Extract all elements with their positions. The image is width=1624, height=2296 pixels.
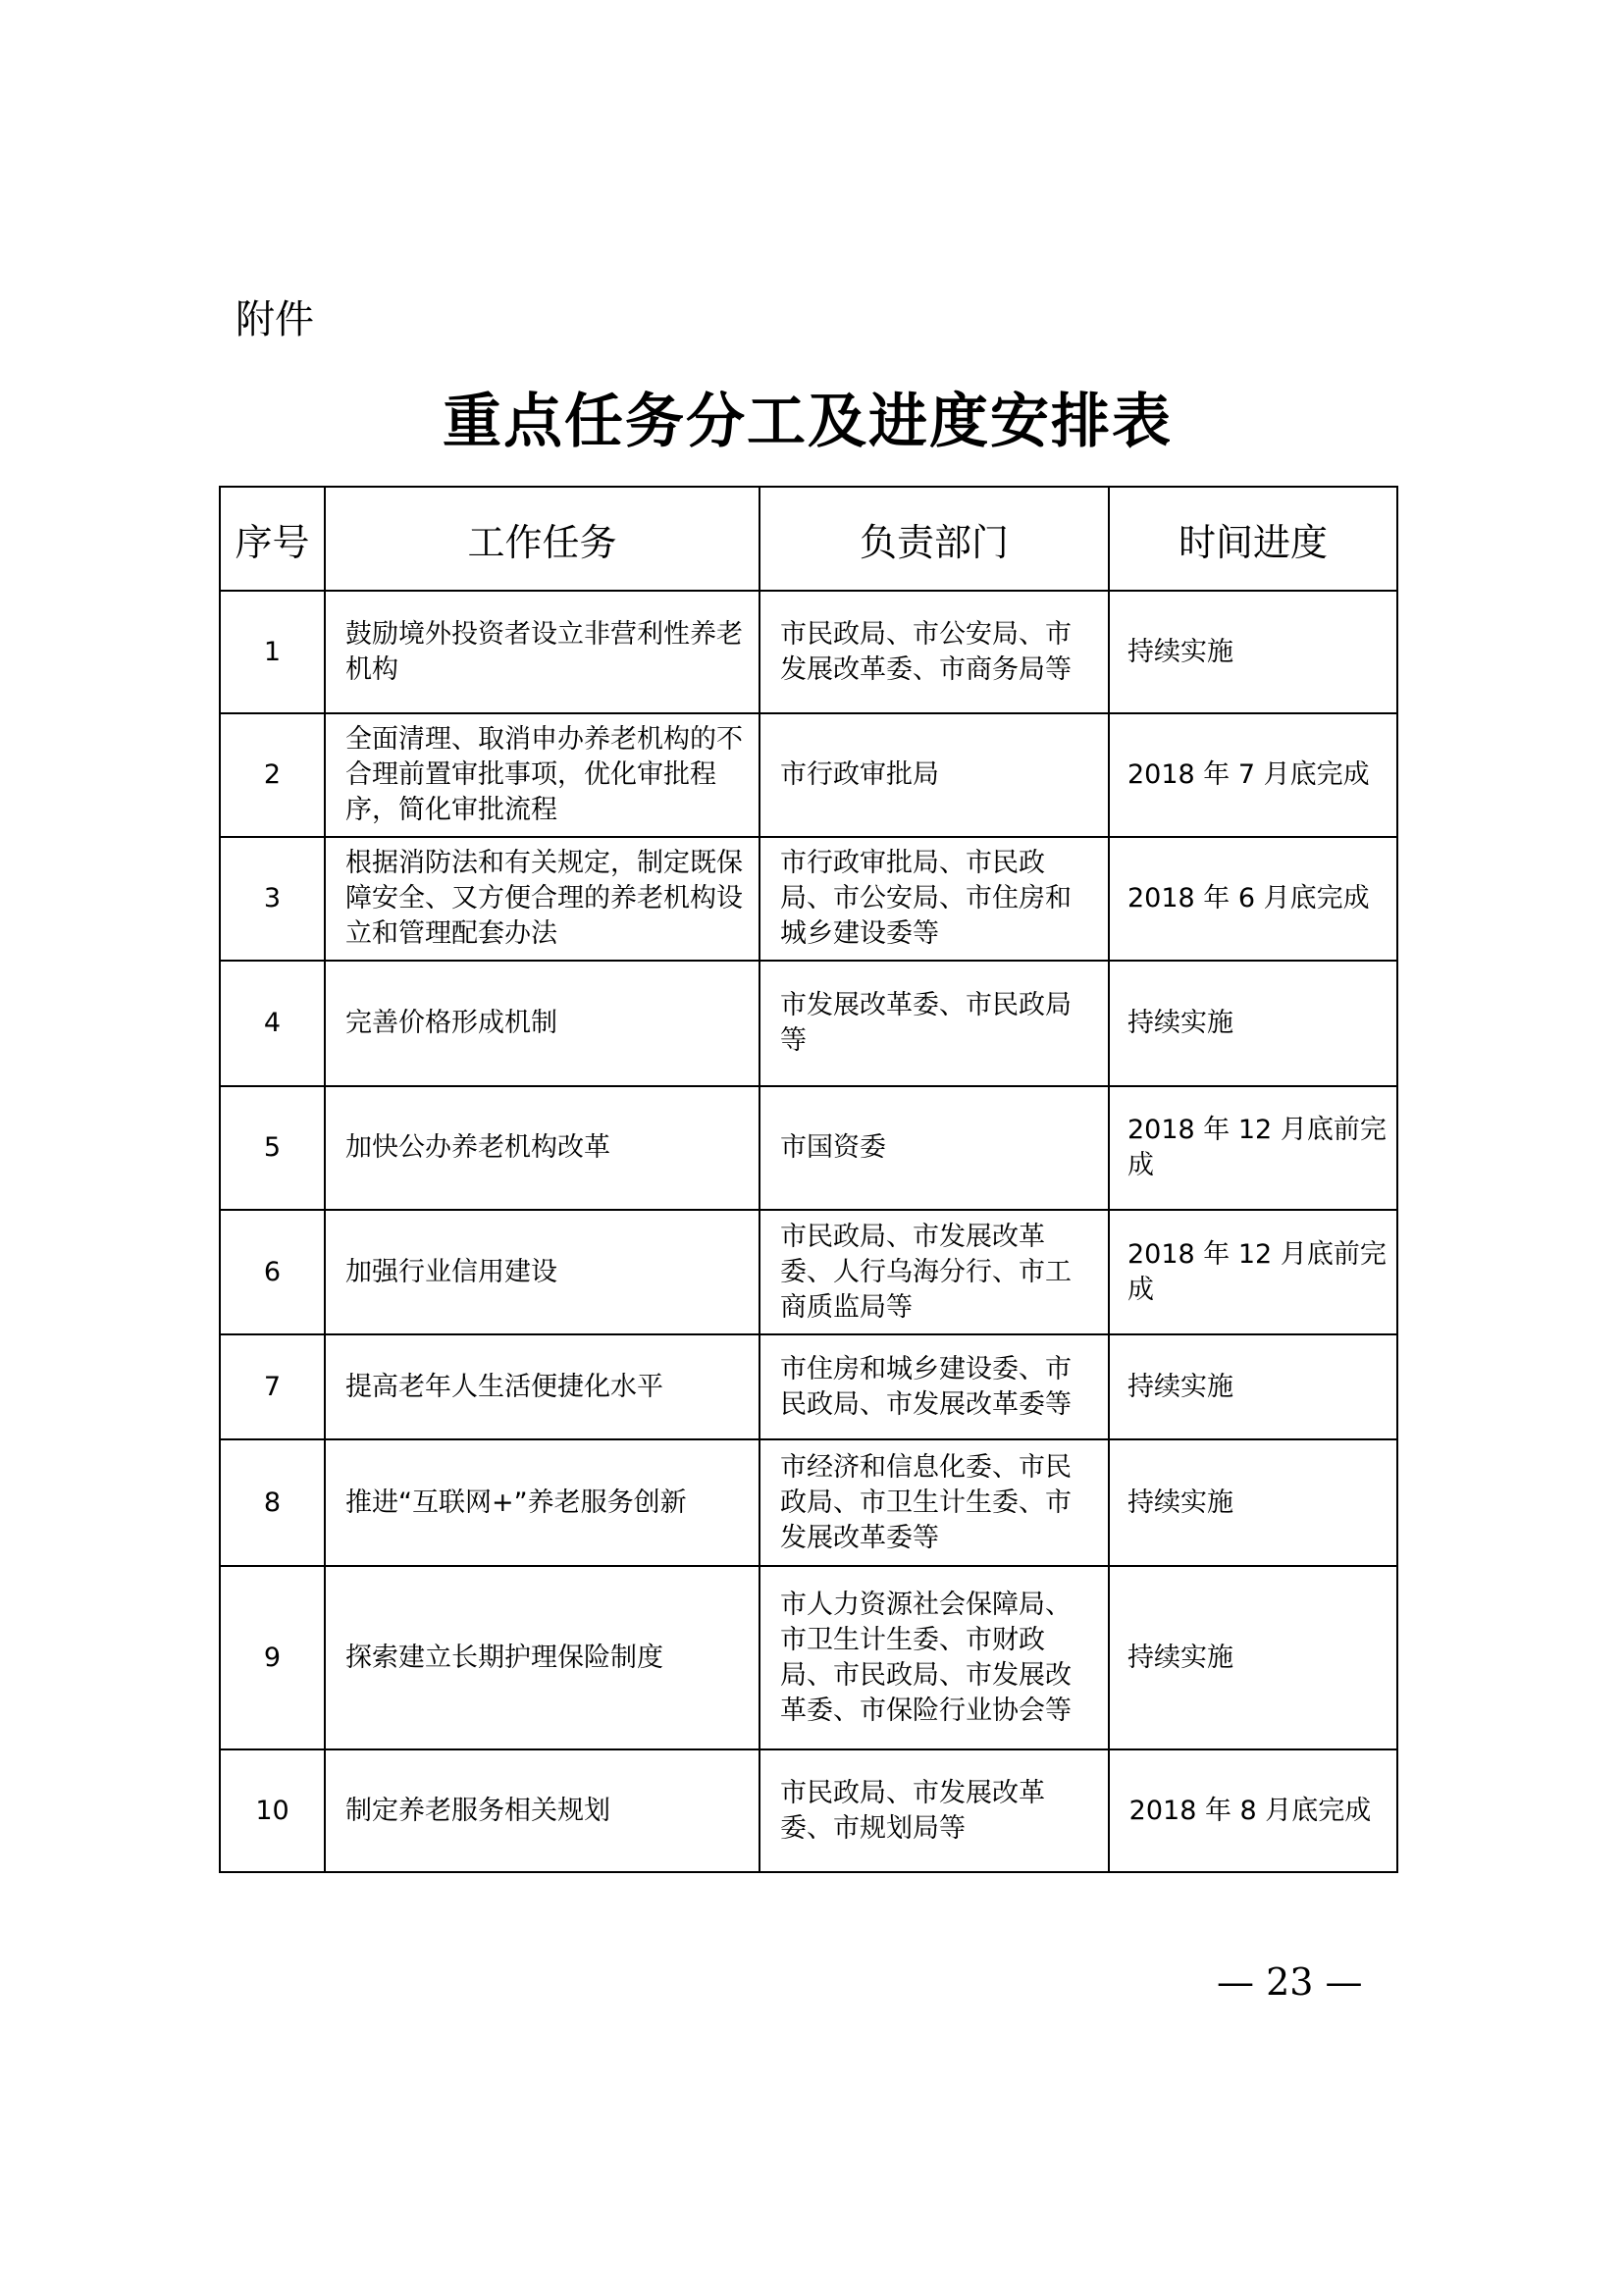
row-no: 5 [220, 1086, 325, 1210]
row-task: 全面清理、取消申办养老机构的不合理前置审批事项，优化审批程序，简化审批流程 [325, 713, 760, 837]
header-no: 序号 [220, 487, 325, 591]
row-no: 9 [220, 1566, 325, 1749]
row-task: 根据消防法和有关规定，制定既保障安全、又方便合理的养老机构设立和管理配套办法 [325, 837, 760, 961]
row-task: 制定养老服务相关规划 [325, 1749, 760, 1872]
page-number: — 23 — [1217, 1960, 1363, 2004]
row-time: 2018 年 6 月底完成 [1109, 837, 1397, 961]
row-no: 8 [220, 1439, 325, 1566]
table-row [220, 961, 1397, 1086]
row-no: 2 [220, 713, 325, 837]
attachment-label: 附件 [236, 297, 314, 342]
header-task: 工作任务 [325, 487, 760, 591]
row-no: 10 [220, 1749, 325, 1872]
row-time: 2018 年 7 月底完成 [1109, 713, 1397, 837]
document-title: 重点任务分工及进度安排表 [443, 388, 1173, 456]
row-time: 持续实施 [1109, 1439, 1397, 1566]
row-time: 持续实施 [1109, 591, 1397, 713]
header-dept: 负责部门 [760, 487, 1109, 591]
row-dept: 市民政局、市公安局、市发展改革委、市商务局等 [760, 591, 1109, 713]
row-time: 2018 年 8 月底完成 [1109, 1749, 1397, 1872]
row-time: 2018 年 12 月底前完成 [1109, 1210, 1397, 1334]
row-time: 持续实施 [1109, 1566, 1397, 1749]
row-dept: 市经济和信息化委、市民政局、市卫生计生委、市发展改革委等 [760, 1439, 1109, 1566]
row-dept: 市民政局、市发展改革委、人行乌海分行、市工商质监局等 [760, 1210, 1109, 1334]
table-row [220, 591, 1397, 713]
row-dept: 市发展改革委、市民政局等 [760, 961, 1109, 1086]
row-no: 4 [220, 961, 325, 1086]
row-task: 探索建立长期护理保险制度 [325, 1566, 760, 1749]
header-time: 时间进度 [1109, 487, 1397, 591]
row-dept: 市民政局、市发展改革委、市规划局等 [760, 1749, 1109, 1872]
table-row [220, 1566, 1397, 1749]
row-task: 完善价格形成机制 [325, 961, 760, 1086]
row-time: 持续实施 [1109, 961, 1397, 1086]
row-time: 持续实施 [1109, 1334, 1397, 1439]
row-dept: 市国资委 [760, 1086, 1109, 1210]
table-row [220, 1334, 1397, 1439]
row-task: 加强行业信用建设 [325, 1210, 760, 1334]
table-row [220, 1210, 1397, 1334]
task-table [219, 486, 1398, 1873]
row-no: 3 [220, 837, 325, 961]
table-row [220, 1086, 1397, 1210]
row-dept: 市行政审批局、市民政局、市公安局、市住房和城乡建设委等 [760, 837, 1109, 961]
table-header-row [220, 487, 1397, 591]
row-task: 推进“互联网+”养老服务创新 [325, 1439, 760, 1566]
table-row [220, 1749, 1397, 1872]
row-time: 2018 年 12 月底前完成 [1109, 1086, 1397, 1210]
row-task: 提高老年人生活便捷化水平 [325, 1334, 760, 1439]
table-row [220, 713, 1397, 837]
row-dept: 市行政审批局 [760, 713, 1109, 837]
row-task: 鼓励境外投资者设立非营利性养老机构 [325, 591, 760, 713]
row-dept: 市人力资源社会保障局、市卫生计生委、市财政局、市民政局、市发展改革委、市保险行业协会等 [760, 1566, 1109, 1749]
table-row [220, 837, 1397, 961]
row-no: 1 [220, 591, 325, 713]
row-no: 6 [220, 1210, 325, 1334]
row-no: 7 [220, 1334, 325, 1439]
row-dept: 市住房和城乡建设委、市民政局、市发展改革委等 [760, 1334, 1109, 1439]
row-task: 加快公办养老机构改革 [325, 1086, 760, 1210]
table-row [220, 1439, 1397, 1566]
